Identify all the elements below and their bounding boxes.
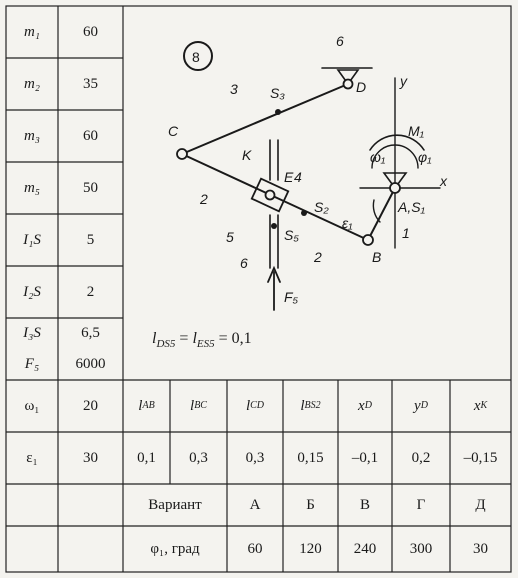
label-y-axis: y [400, 73, 407, 89]
param-name: F₅ [24, 356, 40, 372]
joint-E [266, 191, 275, 200]
param-value: 60 [83, 23, 98, 40]
length-header: y D [414, 397, 428, 414]
joint-A [390, 183, 400, 193]
label-S3: S₃ [270, 85, 285, 101]
label-link-1: 1 [402, 225, 410, 241]
param-name: I₂S [23, 283, 41, 300]
length-value: 0,1 [137, 449, 156, 466]
label-A: A,S₁ [398, 199, 425, 215]
variant-label: Вариант [148, 496, 202, 513]
param-value: 20 [83, 397, 98, 414]
label-K: K [242, 147, 252, 163]
length-value: –0,1 [351, 449, 379, 466]
label-x-axis: x [440, 173, 447, 189]
length-value: 0,3 [189, 449, 208, 466]
length-header: l CD [245, 397, 265, 414]
phi-value: 240 [353, 540, 377, 557]
link-3 [182, 84, 348, 154]
variant-letter: Д [475, 496, 486, 513]
param-name: m₂ [23, 75, 41, 92]
length-value: 0,2 [411, 449, 431, 466]
figure-number: 8 [192, 49, 200, 65]
label-phi1: φ₁ [418, 149, 432, 165]
label-F5: F₅ [284, 289, 299, 305]
param-name: m₁ [23, 23, 41, 40]
param-value: 35 [83, 75, 98, 92]
param-value: 50 [83, 179, 98, 196]
phi-value: 300 [409, 540, 433, 557]
point-S3 [275, 109, 281, 115]
length-value: 0,3 [245, 449, 265, 466]
length-header: l BC [190, 397, 207, 414]
label-6a: 6 [336, 33, 344, 49]
point-S5 [271, 223, 277, 229]
param-name: I₃S [23, 325, 41, 341]
param-name: I₁S [23, 231, 41, 248]
param-name: ε₁ [26, 449, 38, 466]
length-value: 0,15 [297, 449, 324, 466]
label-link-2b: 2 [314, 249, 322, 265]
param-name: ω₁ [24, 397, 40, 414]
variant-letter: Б [306, 496, 315, 513]
length-header: l BS2 [300, 397, 321, 414]
phi-value: 30 [473, 540, 488, 557]
label-link-5: 5 [226, 229, 234, 245]
link-1 [368, 188, 395, 240]
label-6b: 6 [240, 255, 248, 271]
phi-label: φ₁, град [150, 540, 200, 557]
label-link-3: 3 [230, 81, 238, 97]
length-value: –0,15 [463, 449, 498, 466]
length-header: x K [473, 397, 488, 414]
label-epsilon1: ε₁ [342, 215, 353, 231]
param-value: 6,5 [81, 325, 100, 341]
joint-C [177, 149, 187, 159]
label-D: D [356, 79, 367, 95]
joint-D [344, 80, 353, 89]
figure-caption: $l_{DS5} = l_{ES5} = 0,1$ [152, 330, 252, 351]
point-S2 [301, 210, 307, 216]
label-link-4: 4 [294, 169, 302, 185]
length-header: x D [358, 397, 372, 414]
label-omega1: ω₁ [370, 149, 386, 165]
variant-letter: В [359, 496, 370, 513]
param-value: 60 [83, 127, 98, 144]
label-S5: S₅ [284, 227, 299, 243]
joint-B [363, 235, 373, 245]
phi-value: 60 [247, 540, 263, 557]
label-B: B [372, 249, 382, 265]
param-value: 2 [86, 283, 95, 300]
param-value: 5 [86, 231, 95, 248]
label-S2: S₂ [314, 199, 329, 215]
param-name: m₅ [23, 179, 41, 196]
length-header: l AB [138, 397, 155, 414]
param-name: m₃ [23, 127, 41, 144]
label-link-2a: 2 [200, 191, 208, 207]
variant-letter: А [249, 496, 261, 513]
param-value: 30 [83, 449, 98, 466]
variant-letter: Г [416, 496, 426, 513]
phi-value: 120 [299, 540, 322, 557]
param-value: 6000 [75, 356, 106, 372]
label-E: E [284, 169, 294, 185]
label-M1: M₁ [408, 123, 425, 139]
label-C: C [168, 123, 179, 139]
